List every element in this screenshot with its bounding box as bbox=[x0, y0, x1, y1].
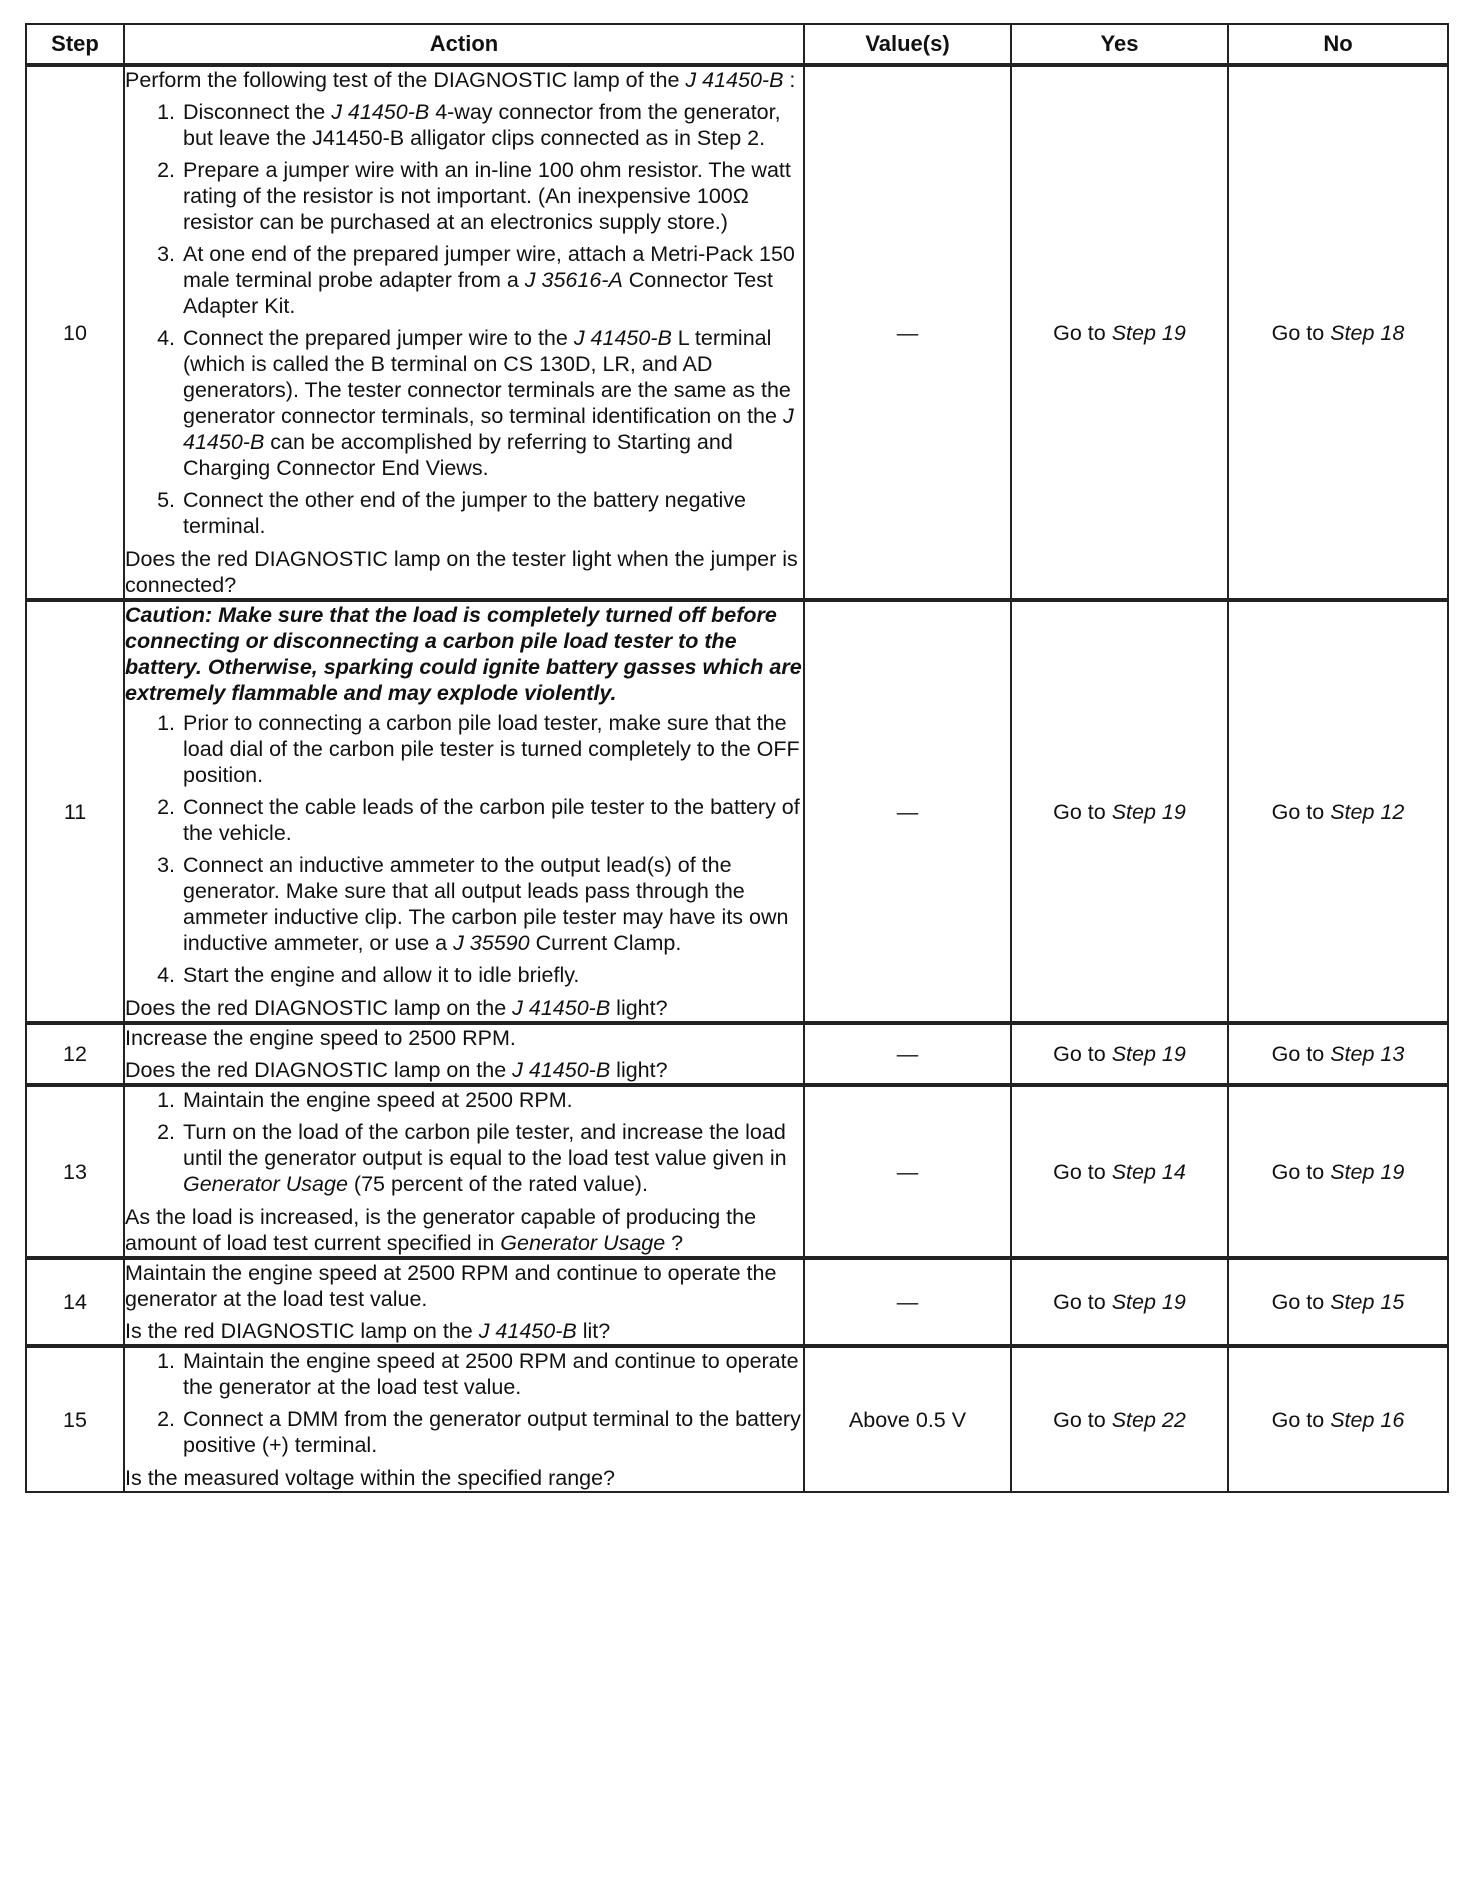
go-to-text: Go to bbox=[1053, 320, 1112, 345]
text-run: Connect the other end of the jumper to the battery negative terminal. bbox=[183, 488, 746, 538]
action-step-item bbox=[181, 1348, 803, 1400]
no-target-step: Step 13 bbox=[1330, 1042, 1405, 1066]
value-cell: — bbox=[804, 1085, 1011, 1258]
text-run: Maintain the engine speed at 2500 RPM and continue to operate the generator at the load test value. bbox=[125, 1261, 777, 1311]
action-step-item bbox=[181, 241, 803, 319]
text-run: At one end of the prepared jumper wire, attach a Metri-Pack 150 male terminal probe adapter from a bbox=[183, 242, 795, 292]
go-to-text: Go to bbox=[1271, 1042, 1331, 1066]
reference-text: J 35590 bbox=[453, 931, 530, 955]
yes-cell bbox=[1011, 1346, 1228, 1492]
action-intro bbox=[125, 67, 803, 93]
action-question bbox=[125, 1204, 803, 1256]
step-number: 12 bbox=[26, 1023, 124, 1085]
step-number: 10 bbox=[26, 65, 124, 600]
reference-text: Generator Usage bbox=[500, 1231, 666, 1255]
action-steps-list bbox=[125, 1348, 803, 1458]
no-target-step: Step 18 bbox=[1330, 320, 1405, 345]
reference-text: Generator Usage bbox=[183, 1172, 348, 1196]
reference-text: J 35616-A bbox=[524, 268, 623, 292]
step-number: 13 bbox=[26, 1085, 124, 1258]
text-run: Is the measured voltage within the specified range? bbox=[125, 1466, 616, 1490]
no-target-step: Step 12 bbox=[1330, 799, 1405, 824]
go-to-text: Go to bbox=[1271, 1407, 1331, 1432]
header-yes: Yes bbox=[1011, 24, 1228, 65]
value-cell: Above 0.5 V bbox=[804, 1346, 1011, 1492]
go-to-text: Go to bbox=[1053, 1290, 1112, 1314]
action-step-item bbox=[181, 157, 803, 235]
text-run: light? bbox=[610, 996, 668, 1020]
text-run: Prior to connecting a carbon pile load tester, make sure that the load dial of the carbon pile tester is turned completely to the OFF position. bbox=[183, 711, 800, 787]
text-run: Prepare a jumper wire with an in-line 100 ohm resistor. The watt rating of the resistor is not important. (An inexpensive 100Ω resistor can be purchased at an electronics supply store.) bbox=[183, 158, 791, 234]
step-row-15 bbox=[26, 1346, 1448, 1492]
no-cell bbox=[1228, 1258, 1448, 1346]
caution-text: Caution: Make sure that the load is completely turned off before connecting or disconnecting a carbon pile load tester to the battery. Otherwise, sparking could ignite battery gasses which are extremely flammable and may explode violently. bbox=[125, 603, 802, 705]
header-no: No bbox=[1228, 24, 1448, 65]
go-to-text: Go to bbox=[1053, 1159, 1112, 1184]
step-row-11 bbox=[26, 600, 1448, 1023]
go-to-text: Go to bbox=[1271, 1159, 1331, 1184]
reference-text: J 41450-B bbox=[512, 996, 611, 1020]
yes-cell bbox=[1011, 65, 1228, 600]
action-step-item bbox=[181, 1119, 803, 1197]
no-cell bbox=[1228, 1085, 1448, 1258]
action-cell bbox=[124, 1258, 804, 1346]
action-steps-list bbox=[125, 1087, 803, 1197]
yes-cell bbox=[1011, 1023, 1228, 1085]
action-step-item bbox=[181, 1087, 803, 1113]
action-question bbox=[125, 546, 803, 598]
value-cell: — bbox=[804, 1258, 1011, 1346]
text-run: : bbox=[783, 68, 796, 92]
action-question bbox=[125, 1057, 803, 1083]
action-intro bbox=[125, 1260, 803, 1312]
text-run: Connect an inductive ammeter to the output lead(s) of the generator. Make sure that all output leads pass through the ammeter inductive clip. The carbon pile tester may have its own inductive ammeter, or use a bbox=[183, 853, 789, 955]
yes-target-step: Step 19 bbox=[1111, 320, 1186, 345]
diagnostic-table bbox=[25, 23, 1449, 1493]
action-step-item bbox=[181, 99, 803, 151]
action-cell bbox=[124, 1023, 804, 1085]
action-question bbox=[125, 995, 803, 1021]
no-cell bbox=[1228, 1346, 1448, 1492]
header-step: Step bbox=[26, 24, 124, 65]
header-values: Value(s) bbox=[804, 24, 1011, 65]
text-run: Is the red DIAGNOSTIC lamp on the bbox=[125, 1319, 479, 1343]
header-action: Action bbox=[124, 24, 804, 65]
text-run: (75 percent of the rated value). bbox=[347, 1172, 648, 1196]
action-step-item bbox=[181, 794, 803, 846]
no-target-step: Step 19 bbox=[1330, 1159, 1405, 1184]
text-run: lit? bbox=[576, 1319, 611, 1343]
text-run: ? bbox=[665, 1231, 684, 1255]
step-row-10 bbox=[26, 65, 1448, 600]
text-run: light? bbox=[610, 1058, 668, 1082]
value-cell: — bbox=[804, 65, 1011, 600]
go-to-text: Go to bbox=[1053, 1407, 1112, 1432]
action-step-item bbox=[181, 710, 803, 788]
go-to-text: Go to bbox=[1053, 799, 1112, 824]
text-run: Increase the engine speed to 2500 RPM. bbox=[125, 1026, 516, 1050]
action-steps-list bbox=[125, 710, 803, 988]
yes-target-step: Step 14 bbox=[1111, 1159, 1186, 1184]
action-step-item bbox=[181, 962, 803, 988]
text-run: L terminal (which is called the B terminal on CS 130D, LR, and AD generators). The tester connector terminals are the same as the generator connector terminals, so terminal identification on the bbox=[183, 326, 791, 428]
text-run: Connect the cable leads of the carbon pile tester to the battery of the vehicle. bbox=[183, 795, 800, 845]
action-question bbox=[125, 1318, 803, 1344]
text-run: Turn on the load of the carbon pile tester, and increase the load until the generator output is equal to the load test value given in bbox=[183, 1120, 787, 1170]
yes-cell bbox=[1011, 600, 1228, 1023]
yes-target-step: Step 19 bbox=[1111, 799, 1186, 824]
step-row-14 bbox=[26, 1258, 1448, 1346]
step-number: 11 bbox=[26, 600, 124, 1023]
text-run: As the load is increased, is the generator capable of producing the amount of load test current specified in bbox=[125, 1205, 757, 1255]
step-number: 15 bbox=[26, 1346, 124, 1492]
action-cell bbox=[124, 65, 804, 600]
go-to-text: Go to bbox=[1271, 320, 1331, 345]
reference-text: J 41450-B bbox=[183, 404, 794, 454]
no-cell bbox=[1228, 600, 1448, 1023]
go-to-text: Go to bbox=[1271, 1290, 1331, 1314]
text-run: Perform the following test of the DIAGNOSTIC lamp of the bbox=[125, 68, 686, 92]
text-run: Start the engine and allow it to idle briefly. bbox=[183, 963, 580, 987]
reference-text: J 41450-B bbox=[512, 1058, 611, 1082]
header-row bbox=[26, 24, 1448, 65]
yes-target-step: Step 19 bbox=[1111, 1042, 1186, 1066]
text-run: Connect the prepared jumper wire to the bbox=[183, 326, 574, 350]
step-row-12 bbox=[26, 1023, 1448, 1085]
step-row-13 bbox=[26, 1085, 1448, 1258]
text-run: Connect a DMM from the generator output terminal to the battery positive (+) terminal. bbox=[183, 1407, 801, 1457]
action-step-item bbox=[181, 325, 803, 481]
value-cell: — bbox=[804, 600, 1011, 1023]
text-run: 4-way connector from the generator, but leave the J41450-B alligator clips connected as in Step 2. bbox=[183, 100, 781, 150]
no-cell bbox=[1228, 65, 1448, 600]
text-run: Current Clamp. bbox=[529, 931, 682, 955]
yes-target-step: Step 22 bbox=[1111, 1407, 1186, 1432]
action-step-item bbox=[181, 852, 803, 956]
reference-text: J 41450-B bbox=[331, 100, 430, 124]
no-cell bbox=[1228, 1023, 1448, 1085]
text-run: Does the red DIAGNOSTIC lamp on the bbox=[125, 1058, 513, 1082]
go-to-text: Go to bbox=[1271, 799, 1331, 824]
action-intro bbox=[125, 1025, 803, 1051]
action-step-item bbox=[181, 487, 803, 539]
no-target-step: Step 16 bbox=[1330, 1407, 1405, 1432]
text-run: Does the red DIAGNOSTIC lamp on the tester light when the jumper is connected? bbox=[125, 547, 798, 597]
action-cell bbox=[124, 1085, 804, 1258]
text-run: Does the red DIAGNOSTIC lamp on the bbox=[125, 996, 513, 1020]
action-cell bbox=[124, 600, 804, 1023]
yes-target-step: Step 19 bbox=[1111, 1290, 1186, 1314]
text-run: Disconnect the bbox=[183, 100, 332, 124]
text-run: Connector Test Adapter Kit. bbox=[183, 268, 773, 318]
reference-text: J 41450-B bbox=[685, 68, 784, 92]
text-run: can be accomplished by referring to Starting and Charging Connector End Views. bbox=[183, 430, 733, 480]
text-run: Maintain the engine speed at 2500 RPM and continue to operate the generator at the load test value. bbox=[183, 1349, 799, 1399]
reference-text: J 41450-B bbox=[573, 326, 672, 350]
action-steps-list bbox=[125, 99, 803, 539]
no-target-step: Step 15 bbox=[1330, 1290, 1405, 1314]
action-cell bbox=[124, 1346, 804, 1492]
action-question bbox=[125, 1465, 803, 1491]
reference-text: J 41450-B bbox=[478, 1319, 577, 1343]
action-step-item bbox=[181, 1406, 803, 1458]
yes-cell bbox=[1011, 1085, 1228, 1258]
text-run: Maintain the engine speed at 2500 RPM. bbox=[183, 1088, 573, 1112]
step-number: 14 bbox=[26, 1258, 124, 1346]
go-to-text: Go to bbox=[1053, 1042, 1112, 1066]
yes-cell bbox=[1011, 1258, 1228, 1346]
value-cell: — bbox=[804, 1023, 1011, 1085]
